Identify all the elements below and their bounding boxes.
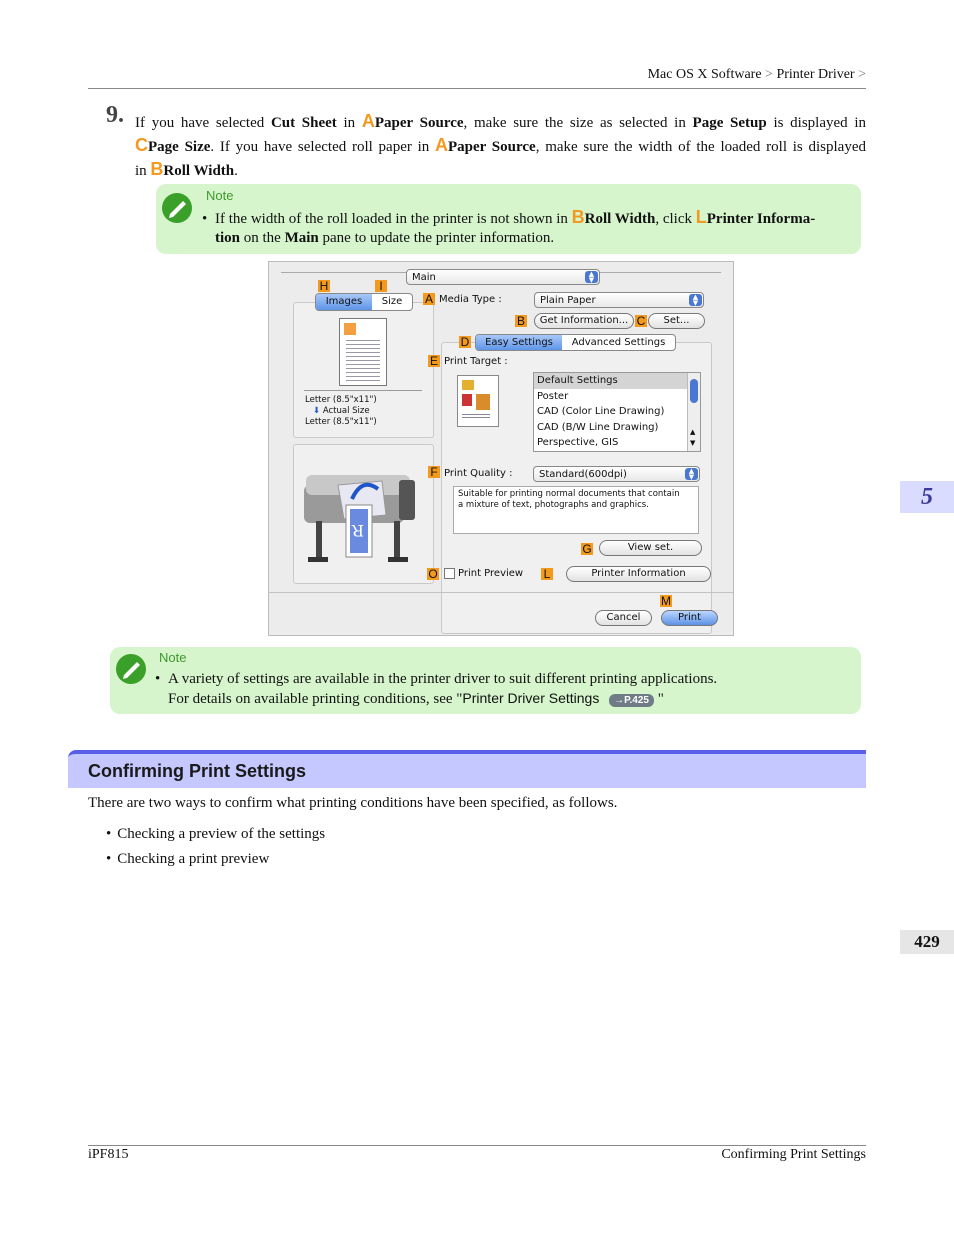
- set-button[interactable]: Set...: [648, 313, 705, 329]
- callout-h: H: [319, 279, 329, 293]
- section-title: Confirming Print Settings: [88, 761, 306, 781]
- settings-tabs: [475, 334, 676, 351]
- print-preview-label: Print Preview: [458, 568, 524, 579]
- section-intro: There are two ways to confirm what printing conditions have been specified, as follows.: [88, 795, 618, 811]
- list-item: • Checking a print preview: [106, 851, 270, 867]
- breadcrumb-printer-driver: Printer Driver: [776, 67, 855, 82]
- print-button[interactable]: Print: [661, 610, 718, 626]
- page-header: [648, 67, 866, 83]
- chapter-tab: [900, 481, 954, 513]
- step-text: If you have selected Cut Sheet in APaper Source, make sure the size as selected in Page Setup is displayed in CPage Size. If you have selected roll paper in APaper Source, make sure the width of the loaded roll is displayed in BRoll Width.: [135, 111, 867, 179]
- callout-f: F: [428, 466, 440, 478]
- note-label: Note: [159, 650, 187, 665]
- pencil-icon: [116, 654, 146, 684]
- callout-c: C: [636, 314, 646, 328]
- scroll-up-icon[interactable]: ▲: [690, 428, 696, 436]
- header-rule: [88, 88, 866, 89]
- breadcrumb-sep-2: >: [858, 67, 866, 82]
- list-item[interactable]: Perspective, GIS: [537, 437, 619, 448]
- note-box-1: [156, 184, 861, 254]
- printer-driver-settings-link[interactable]: Printer Driver Settings: [462, 690, 600, 706]
- print-target-thumbnail: [457, 375, 499, 427]
- note-label: Note: [206, 188, 234, 203]
- section-list: [106, 822, 325, 872]
- callout-a: A: [424, 292, 433, 306]
- list-item: • Checking a preview of the settings: [106, 826, 326, 842]
- actual-size-label: Actual Size: [322, 406, 370, 416]
- print-quality-select[interactable]: Standard(600dpi) ▲ ▼: [533, 466, 700, 482]
- pencil-icon: [162, 193, 192, 223]
- paper-size-label-2: Letter (8.5"x11"): [305, 417, 377, 427]
- callout-l: L: [541, 568, 553, 580]
- callout-e: E: [429, 354, 438, 368]
- media-type-label: Media Type :: [439, 294, 502, 305]
- scrollbar[interactable]: [687, 373, 700, 451]
- updown-arrows-icon: ▲ ▼: [585, 271, 598, 283]
- breadcrumb-mac-osx: Mac OS X Software: [647, 67, 762, 82]
- main-select[interactable]: Main ▲ ▼: [406, 269, 600, 285]
- callout-o: O: [428, 567, 438, 581]
- cancel-button[interactable]: Cancel: [595, 610, 652, 626]
- paper-size-label-1: Letter (8.5"x11"): [305, 395, 377, 405]
- tab-advanced-settings[interactable]: Advanced Settings: [571, 337, 666, 348]
- breadcrumb-sep: >: [765, 67, 773, 82]
- updown-arrows-icon: ▲ ▼: [685, 468, 698, 480]
- list-item[interactable]: CAD (B/W Line Drawing): [537, 421, 659, 433]
- callout-letter-b: B: [150, 159, 164, 179]
- list-item[interactable]: Poster: [537, 390, 569, 402]
- footer-rule: [88, 1145, 866, 1146]
- callout-letter-a: A: [361, 111, 375, 131]
- callout-i: I: [375, 280, 387, 292]
- print-preview-checkbox[interactable]: [444, 568, 455, 579]
- tab-easy-settings[interactable]: Easy Settings: [476, 335, 562, 350]
- callout-m: M: [661, 594, 671, 608]
- printer-driver-dialog: [268, 261, 734, 636]
- list-item[interactable]: Default Settings: [534, 373, 700, 389]
- chapter-number: 5: [921, 484, 933, 510]
- tab-images[interactable]: Images: [316, 294, 372, 310]
- page-thumbnail: [339, 318, 387, 386]
- footer-left: iPF815: [88, 1147, 129, 1162]
- arrow-down-icon: ⬇: [313, 406, 321, 416]
- callout-b: B: [516, 314, 525, 328]
- get-information-button[interactable]: Get Information...: [534, 313, 634, 329]
- images-size-tabs: [315, 293, 413, 311]
- svg-text:R: R: [351, 521, 364, 540]
- note-box-2: [110, 647, 861, 714]
- updown-arrows-icon: ▲ ▼: [689, 294, 702, 306]
- section-heading: [68, 750, 866, 788]
- print-quality-label: Print Quality :: [444, 468, 513, 479]
- print-target-label: Print Target :: [444, 356, 508, 367]
- page-ref-badge[interactable]: →P.425: [609, 694, 654, 707]
- paper-size-info: [305, 395, 377, 428]
- list-item[interactable]: CAD (Color Line Drawing): [537, 406, 665, 417]
- callout-letter-c: C: [135, 135, 148, 155]
- note-text: • A variety of settings are available in the printer driver to suit different printing applications. For details on available printing conditions, see "Printer Driver Settings →P.425 ": [155, 671, 718, 707]
- callout-g: G: [582, 542, 592, 556]
- page-number: 429: [914, 932, 940, 951]
- print-target-list[interactable]: [533, 372, 701, 452]
- printer-illustration-icon: [294, 445, 433, 583]
- printer-information-button[interactable]: Printer Information: [566, 566, 711, 582]
- page-number-tab: [900, 930, 954, 954]
- scroll-down-icon[interactable]: ▼: [690, 439, 696, 447]
- tab-size[interactable]: Size: [381, 296, 403, 307]
- callout-d: D: [460, 335, 470, 349]
- note-text: • If the width of the roll loaded in the printer is not shown in BRoll Width, click LPrinter Informa- tion on the Main pane to update the printer information.: [202, 207, 816, 246]
- quality-description: Suitable for printing normal documents that contain a mixture of text, photographs and graphics.: [453, 486, 699, 534]
- step-number: 9.: [106, 102, 124, 128]
- media-type-select[interactable]: Plain Paper ▲ ▼: [534, 292, 704, 308]
- footer-right: Confirming Print Settings: [721, 1147, 866, 1162]
- printer-image-panel: [293, 444, 434, 584]
- view-set-button[interactable]: View set.: [599, 540, 702, 556]
